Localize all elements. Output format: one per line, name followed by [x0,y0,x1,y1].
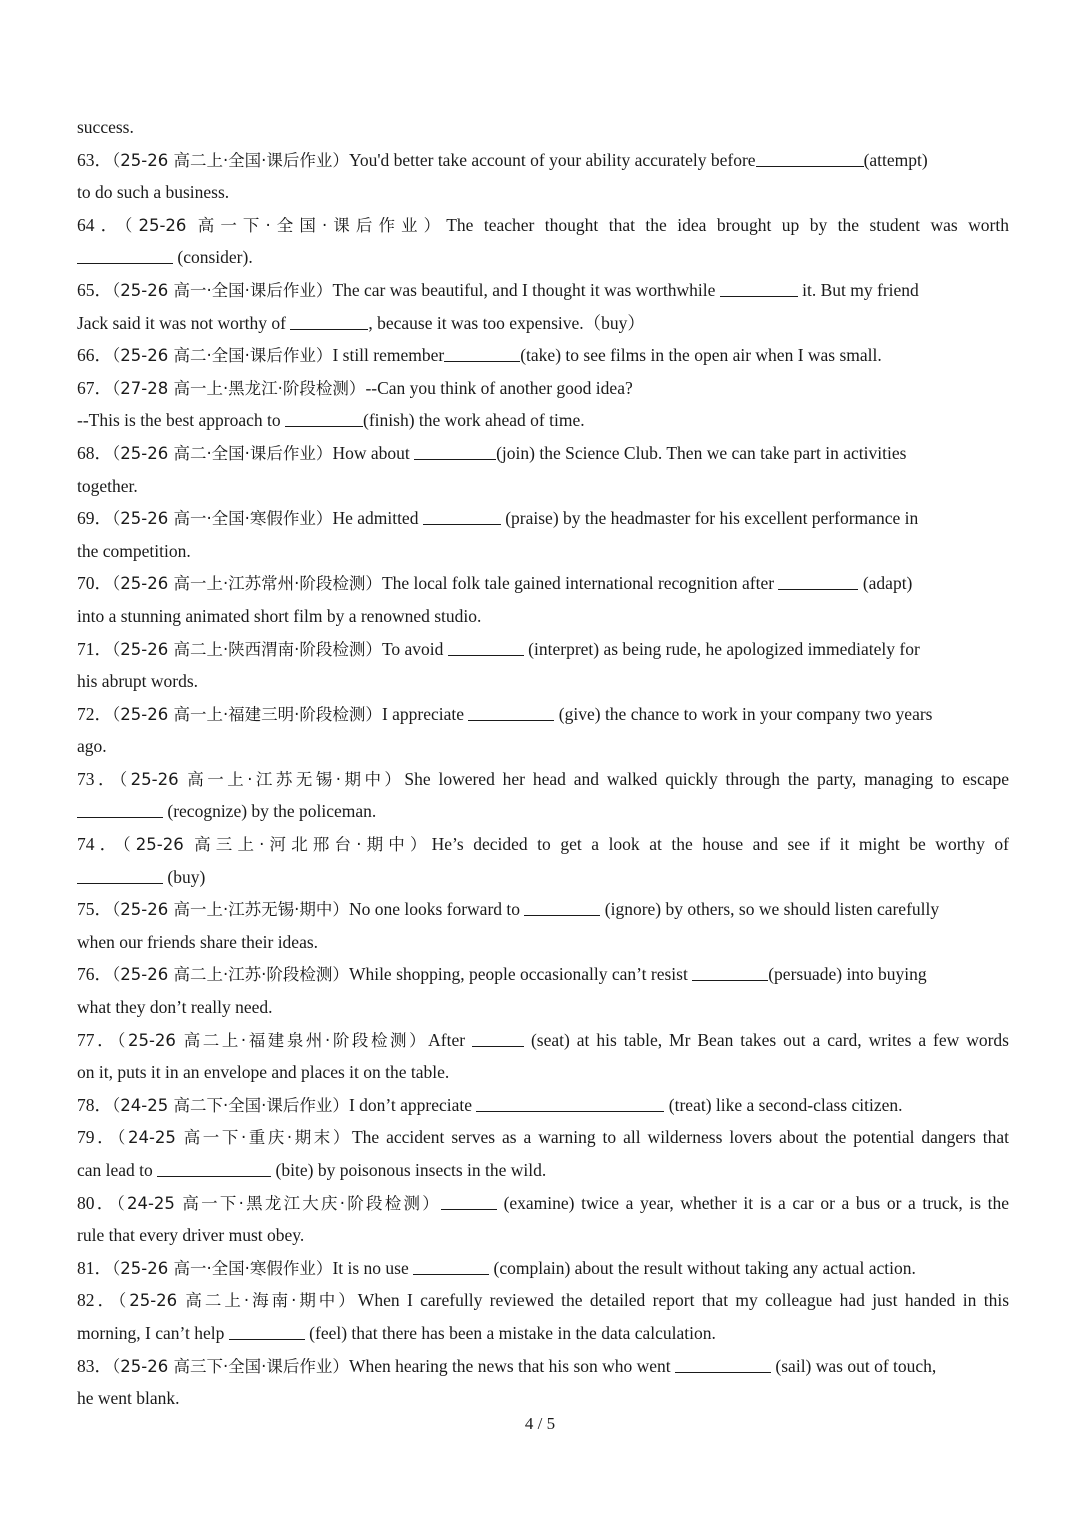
question-number: 79． [77,1127,118,1148]
exercise-item [77,1187,1009,1252]
question-source: （25-26 高三下·全国·课后作业） [112,1356,349,1376]
text-line [77,339,1009,372]
answer-blank[interactable] [524,898,600,916]
text-line [77,893,1009,926]
text-line [77,1121,1009,1154]
exercise-item [77,958,1009,1023]
question-text: The accident serves as a warning to all wilderness lovers about the potential dangers that [351,1127,1010,1148]
question-text: into a stunning animated short film by a renowned studio. [77,605,482,626]
text-line [77,958,1009,991]
question-text: (join) the Science Club. Then we can take part in activities [496,442,907,463]
question-text: ago. [77,736,107,757]
question-text: (adapt) [858,573,913,594]
exercise-list [77,111,1009,1415]
exercise-item [77,828,1009,893]
text-line [77,1382,1009,1415]
text-line [77,1056,1009,1089]
exercise-item [77,339,1009,372]
question-source: （25-26 高二上·福建泉州·阶段检测） [117,1030,429,1050]
text-line [77,372,1009,405]
answer-blank[interactable] [444,344,520,362]
answer-blank[interactable] [441,1192,497,1210]
question-text: (feel) that there has been a mistake in the data calculation. [304,1322,716,1343]
question-number: 69． [77,508,112,529]
question-text: The car was beautiful, and I thought it was worthwhile [332,279,720,300]
question-number: 80． [77,1192,117,1213]
question-source: （25-26 高一·全国·寒假作业） [112,509,333,529]
question-text: success. [77,117,134,137]
question-text: The teacher thought that the idea brought up by the student was worth [446,214,1009,235]
answer-blank[interactable] [77,800,163,818]
question-source: （27-28 高一上·黑龙江·阶段检测） [112,378,366,398]
question-number: 78． [77,1094,112,1115]
question-text: (recognize) by the policeman. [163,801,377,822]
text-line [77,502,1009,535]
exercise-item [77,567,1009,632]
exercise-item [77,1024,1009,1089]
exercise-item [77,1121,1009,1186]
text-line [77,763,1009,796]
question-text: (examine) twice a year, whether it is a car or a bus or a truck, is the [496,1192,1010,1213]
question-source: （24-25 高一下·黑龙江大庆·阶段检测） [116,1193,441,1213]
question-text: How about [332,442,415,463]
question-source: （25-26 高二上·陕西渭南·阶段检测） [112,639,382,659]
text-line [77,1024,1009,1057]
question-source: （25-26 高一·全国·课后作业） [112,280,333,300]
question-source: （25-26 高二上·全国·课后作业） [112,150,349,170]
answer-blank[interactable] [720,279,798,297]
question-text: (persuade) into buying [768,964,927,985]
question-source: （25-26 高一上·江苏常州·阶段检测） [112,574,382,594]
question-text: (attempt) [863,149,928,170]
text-line [77,991,1009,1024]
question-text: (give) the chance to work in your company two years [554,703,933,724]
question-source: （25-26 高三上·河北邢台·期中） [122,835,432,855]
question-number: 75． [77,899,112,920]
text-line [77,209,1009,242]
question-source: （25-26 高二上·海南·期中） [117,1291,358,1311]
exercise-item [77,633,1009,698]
question-source: （25-26 高一上·江苏无锡·期中） [118,769,405,789]
text-line [77,567,1009,600]
continuation-text [77,111,1009,144]
question-text: I still remember [332,345,445,366]
question-number: 67． [77,377,112,398]
text-line [77,665,1009,698]
question-text: While shopping, people occasionally can’t resist [348,964,693,985]
question-text: (praise) by the headmaster for his excellent performance in [500,508,919,529]
exercise-item [77,1350,1009,1415]
text-line [77,861,1009,894]
text-line [77,1350,1009,1383]
question-text: , because it was too expensive.（buy） [368,312,645,333]
question-text: Jack said it was not worthy of [77,312,291,333]
question-text: I don’t appreciate [348,1094,477,1115]
question-number: 76． [77,964,112,985]
question-text: can lead to [77,1160,158,1180]
question-text: After [428,1029,473,1050]
question-text: (take) to see films in the open air when I was small. [520,345,882,366]
question-number: 82． [77,1290,118,1311]
text-line [77,274,1009,307]
question-source: （25-26 高二·全国·课后作业） [112,443,333,463]
question-text: When I carefully reviewed the detailed report that my colleague had just handed in this [357,1290,1010,1311]
question-number: 68． [77,442,112,463]
question-text: the competition. [77,540,191,561]
text-line [77,1187,1009,1220]
text-line [77,795,1009,828]
text-line [77,1089,1009,1122]
question-text: You'd better take account of your ability accurately before [348,149,756,170]
text-line [77,307,1009,340]
text-line [77,144,1009,177]
question-text: --Can you think of another good idea? [365,377,633,398]
question-source: （25-26 高一上·江苏无锡·期中） [112,900,349,920]
text-line [77,437,1009,470]
question-source: （25-26 高一上·福建三明·阶段检测） [112,704,382,724]
question-number: 73． [77,768,119,789]
text-line [77,404,1009,437]
text-line [77,241,1009,274]
exercise-item [77,372,1009,437]
question-source: （25-26 高二上·江苏·阶段检测） [112,965,349,985]
question-text: (consider). [173,247,253,268]
question-number: 70． [77,573,112,594]
exercise-item [77,502,1009,567]
text-line [77,1284,1009,1317]
question-text: To avoid [381,638,448,659]
question-number: 83． [77,1355,112,1376]
answer-blank[interactable] [476,1094,664,1112]
exercise-item [77,1284,1009,1349]
question-number: 66． [77,345,112,366]
question-text: morning, I can’t help [77,1322,229,1343]
answer-blank[interactable] [414,442,496,460]
question-text: on it, puts it in an envelope and places it on the table. [77,1062,450,1083]
exercise-item [77,1252,1009,1285]
text-line [77,926,1009,959]
exercise-item [77,209,1009,274]
answer-blank[interactable] [229,1322,305,1340]
text-line [77,176,1009,209]
question-number: 81． [77,1257,112,1278]
question-text: when our friends share their ideas. [77,931,319,952]
question-text: I appreciate [381,703,469,724]
answer-blank[interactable] [157,1159,271,1177]
exercise-item [77,144,1009,209]
answer-blank[interactable] [692,963,768,981]
text-line [77,633,1009,666]
text-line [77,111,1009,144]
text-line [77,1252,1009,1285]
question-text: When hearing the news that his son who went [348,1355,676,1376]
answer-blank[interactable] [423,507,501,525]
answer-blank[interactable] [290,312,368,330]
answer-blank[interactable] [77,866,163,884]
question-text: he went blank. [77,1388,180,1409]
question-number: 64． [77,214,125,235]
answer-blank[interactable] [285,409,363,427]
question-text: his abrupt words. [77,671,199,692]
exercise-item [77,437,1009,502]
question-text: No one looks forward to [348,899,525,920]
question-number: 74． [77,834,123,855]
question-text: (finish) the work ahead of time. [363,410,585,431]
question-text: (ignore) by others, so we should listen carefully [600,899,940,920]
question-source: （25-26 高一·全国·寒假作业） [112,1258,333,1278]
exercise-item [77,763,1009,828]
question-text: He’s decided to get a look at the house and see if it might be worthy of [431,834,1010,855]
question-text: He admitted [332,508,423,529]
answer-blank[interactable] [468,703,554,721]
exercise-item [77,1089,1009,1122]
answer-blank[interactable] [77,246,173,264]
text-line [77,600,1009,633]
question-source: （25-26 高二·全国·课后作业） [112,346,333,366]
question-number: 65． [77,279,112,300]
answer-blank[interactable] [472,1029,524,1047]
text-line [77,1219,1009,1252]
exercise-item [77,274,1009,339]
text-line [77,470,1009,503]
question-text: rule that every driver must obey. [77,1225,305,1246]
text-line [77,535,1009,568]
page-number: 4 / 5 [524,1414,556,1433]
answer-blank[interactable] [756,149,864,167]
text-line [77,1154,1009,1187]
text-line [77,730,1009,763]
question-text: (interpret) as being rude, he apologized immediately for [523,638,920,659]
question-source: （24-25 高一下·重庆·期末） [117,1128,352,1148]
question-text: (buy) [163,866,206,887]
question-source: （24-25 高二下·全国·课后作业） [112,1095,349,1115]
question-text: what they don’t really need. [77,997,273,1018]
exercise-item [77,698,1009,763]
question-text: to do such a business. [77,182,230,203]
question-number: 71． [77,638,112,659]
question-number: 72． [77,703,112,724]
text-line [77,698,1009,731]
question-source: （25-26 高一下·全国·课后作业） [124,215,447,235]
question-text: together. [77,475,138,496]
exercise-item [77,893,1009,958]
answer-blank[interactable] [448,638,524,656]
question-text: (complain) about the result without taking any actual action. [489,1257,916,1278]
question-text: it. But my friend [797,279,919,300]
question-text: (seat) at his table, Mr Bean takes out a card, writes a few words [524,1029,1009,1050]
question-number: 63． [77,149,112,170]
question-text: The local folk tale gained international recognition after [381,573,779,594]
answer-blank[interactable] [675,1355,771,1373]
answer-blank[interactable] [413,1257,489,1275]
text-line [77,828,1009,861]
question-number: 77． [77,1029,118,1050]
question-text: She lowered her head and walked quickly through the party, managing to escape [404,768,1009,789]
question-text: --This is the best approach to [77,410,286,431]
text-line [77,1317,1009,1350]
question-text: It is no use [332,1257,414,1278]
question-text: (bite) by poisonous insects in the wild. [271,1160,547,1180]
question-text: (treat) like a second-class citizen. [664,1094,903,1115]
answer-blank[interactable] [778,572,858,590]
question-text: (sail) was out of touch, [771,1355,937,1376]
